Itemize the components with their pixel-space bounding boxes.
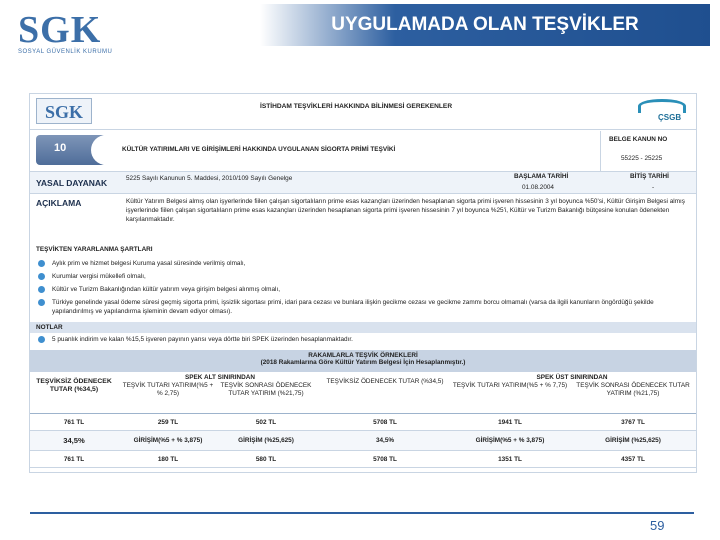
check-icon: [38, 286, 45, 293]
footer-divider: [30, 512, 694, 514]
condition-item: Türkiye genelinde yasal ödeme süresi geçmiş sigorta primi, işsizlik sigortası primi, idari para cezası ve bunlara ilişkin gecikme cezası ve gecikme zammı borcu olmamalı (varsa da ilgili kanunların öngördüğü şekilde yapılandırılmış ve yapılandırma işleminin devam ediyor olması).: [30, 297, 696, 319]
end-date-value: -: [652, 184, 655, 191]
conditions-header: TEŞVİKTEN YARARLANMA ŞARTLARI: [36, 246, 153, 253]
incentive-number: 10: [54, 142, 67, 154]
column-header: TEŞVİK SONRASI ÖDENECEK TUTAR YATIRIM (%21,75): [576, 382, 690, 397]
end-date-header: BİTİŞ TARİHİ: [630, 173, 669, 180]
sgk-logo-subtitle: SOSYAL GÜVENLİK KURUMU: [18, 49, 113, 55]
check-icon: [38, 260, 45, 267]
column-header: TEŞVİK TUTARI YATIRIM(%5 + % 7,75): [452, 382, 568, 389]
check-icon: [38, 273, 45, 280]
spek-low-band: SPEK ALT SINIRINDAN: [185, 374, 255, 381]
condition-item: Kurumlar vergisi mükellefi olmalı,: [30, 271, 696, 284]
note-item: 5 puanlık indirim ve kalan %15,5 işveren payının yarısı veya dörtte biri SPEK üzerinden hesaplanmaktadır.: [30, 334, 696, 346]
description-row: [30, 193, 696, 237]
csgb-logo: [638, 99, 686, 125]
slide-title: UYGULAMADA OLAN TEŞVİKLER: [260, 4, 710, 46]
incentive-number-badge: [36, 135, 106, 165]
notes-header: NOTLAR: [30, 322, 696, 333]
sgk-logo: [10, 8, 120, 58]
incentive-document: [29, 93, 697, 473]
column-header: TEŞVİK TUTARI YATIRIM(%5 + % 2,75): [122, 382, 214, 397]
document-sgk-logo: SGK: [36, 98, 92, 124]
incentive-title: KÜLTÜR YATIRIMLARI VE GİRİŞİMLERİ HAKKINDA UYGULANAN SİGORTA PRİMİ TEŞVİKİ: [122, 146, 396, 153]
page-number: 59: [650, 518, 665, 533]
law-number-value: 55225 - 25225: [621, 155, 663, 162]
law-number-header: BELGE KANUN NO: [609, 136, 668, 143]
description-text: Kültür Yatırım Belgesi almış olan işyerlerinde fiilen çalışan sigortalıların prime esas kazançları üzerinden hesaplanan sigorta primi işveren hissesinin 3 yıl boyunca %50'si, Kültür Girişim Belgesi almış işyerlerinde fiilen çalışan sigortalıların prime esas kazançları üzerinden hesaplanan sigorta primi işveren hissesinin 7 yıl boyunca %25'i, Kültür ve Turizm Bakanlığı bütçesine konulan ödenekten karşılanmaktadır.: [126, 198, 685, 223]
legal-basis-text: 5225 Sayılı Kanunun 5. Maddesi, 2010/109 Sayılı Genelge: [126, 175, 293, 182]
slide-header: [0, 0, 720, 62]
column-header: TEŞVİK SONRASI ÖDENECEK TUTAR YATIRIM (%21,75): [220, 382, 312, 397]
start-date-header: BAŞLAMA TARİHİ: [514, 173, 569, 180]
examples-table-header: [30, 372, 696, 414]
column-header: TEŞVİKSİZ ÖDENECEK TUTAR (%34,5): [36, 378, 112, 393]
spek-high-band: SPEK ÜST SINIRINDAN: [536, 374, 608, 381]
legal-basis-row: [30, 171, 696, 193]
sgk-logo-text: SGK: [18, 9, 102, 51]
examples-title: [30, 350, 696, 372]
condition-item: Kültür ve Turizm Bakanlığından kültür yatırım veya girişim belgesi alınmış olmalı,: [30, 284, 696, 297]
document-header: [30, 94, 696, 130]
table-row: 761 TL 180 TL 580 TL 5708 TL 1351 TL 4357 TL: [30, 452, 696, 468]
table-row: 761 TL 259 TL 502 TL 5708 TL 1941 TL 3767 TL: [30, 415, 696, 431]
examples-heading: RAKAMLARLA TEŞVİK ÖRNEKLERİ: [308, 352, 418, 359]
check-icon: [38, 336, 45, 343]
condition-item: Aylık prim ve hizmet belgesi Kuruma yasal süresinde verilmiş olmalı,: [30, 258, 696, 271]
table-row: 34,5% GİRİŞİM(%5 + % 3,875) GİRİŞİM (%25,625) 34,5% GİRİŞİM(%5 + % 3,875) GİRİŞİM (%25,625): [30, 431, 696, 451]
incentive-title-row: [30, 131, 696, 171]
start-date-value: 01.08.2004: [522, 184, 554, 191]
csgb-mark-icon: [638, 99, 686, 113]
description-label: AÇIKLAMA: [36, 198, 82, 208]
legal-basis-label: YASAL DAYANAK: [36, 178, 108, 188]
document-title: İSTİHDAM TEŞVİKLERİ HAKKINDA BİLİNMESİ GEREKENLER: [260, 103, 453, 110]
law-number-box: [600, 131, 696, 171]
column-header: TEŞVİKSİZ ÖDENECEK TUTAR (%34,5): [326, 378, 444, 385]
examples-subheading: (2018 Rakamlarına Göre Kültür Yatırım Belgesi İçin Hesaplanmıştır.): [260, 359, 466, 366]
check-icon: [38, 299, 45, 306]
csgb-logo-text: ÇSGB: [658, 113, 682, 122]
